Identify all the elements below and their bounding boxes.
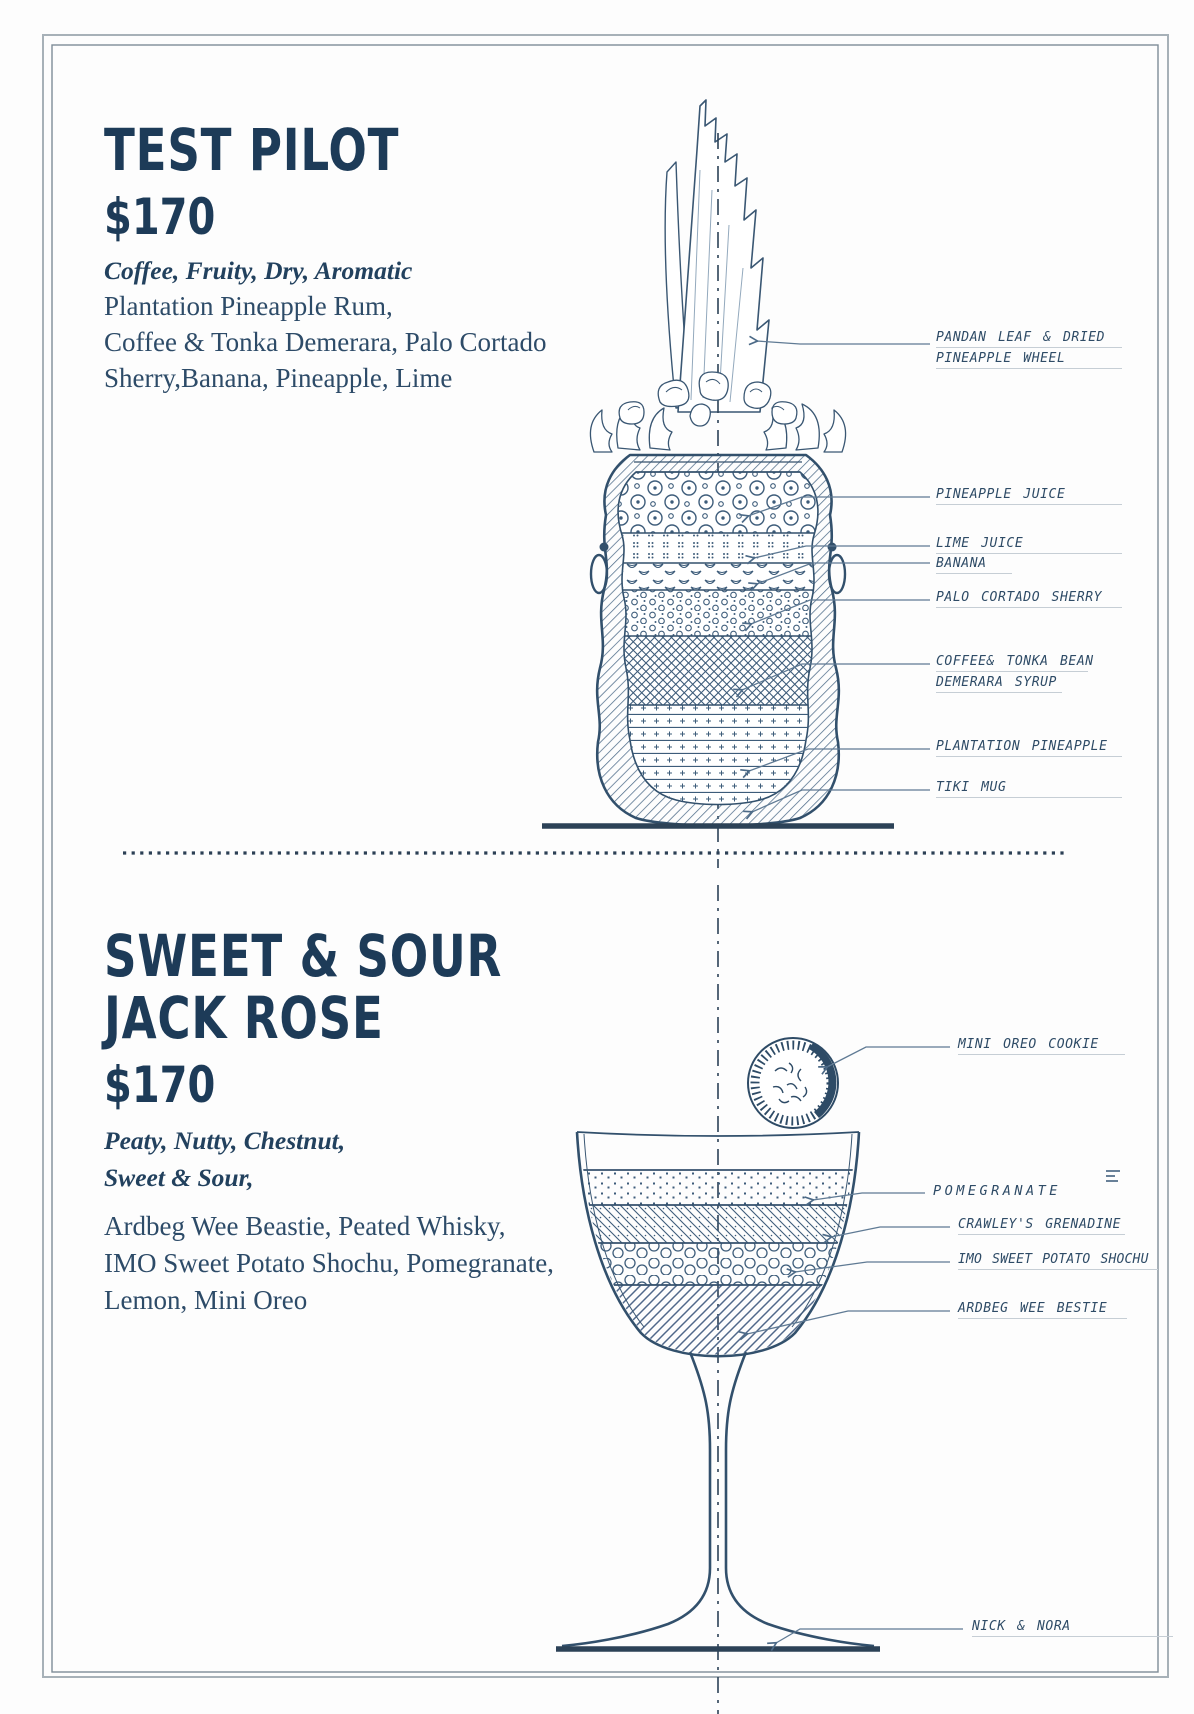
callout-pomegranate: POMEGRANATE [933, 1183, 1061, 1199]
callout-pineapple-wheel: PINEAPPLE WHEEL [936, 351, 1122, 369]
flavor-line: Peaty, Nutty, Chestnut, [104, 1126, 346, 1155]
callout-imo-sweet-potato-shochu: IMO SWEET POTATO SHOCHU [958, 1252, 1158, 1270]
callout-nick-and-nora: NICK & NORA [972, 1619, 1173, 1637]
callout-plantation-pineapple: PLANTATION PINEAPPLE [936, 739, 1122, 757]
oreo-cookie [748, 1038, 838, 1128]
ingredient-line: IMO Sweet Potato Shochu, Pomegranate, [104, 1248, 554, 1278]
reference-mark [1106, 1171, 1120, 1181]
flavor-notes-test-pilot: Coffee, Fruity, Dry, Aromatic [104, 256, 413, 285]
ingredients-jack-rose [104, 1208, 554, 1319]
ingredient-line: Lemon, Mini Oreo [104, 1285, 308, 1315]
callout-pandan-leaf: PANDAN LEAF & DRIED [936, 330, 1122, 348]
callout-crawleys-grenadine: CRAWLEY'S GRENADINE [958, 1217, 1125, 1235]
callout-mini-oreo-cookie: MINI OREO COOKIE [958, 1037, 1125, 1055]
callout-palo-cortado-sherry: PALO CORTADO SHERRY [936, 590, 1122, 608]
callout-demerara-syrup: DEMERARA SYRUP [936, 675, 1062, 693]
title-line: JACK ROSE [104, 984, 384, 1052]
tiki-mug-illustration [542, 100, 894, 868]
nick-nora-glass-illustration [556, 885, 1120, 1714]
callout-ardbeg-wee-bestie: ARDBEG WEE BESTIE [958, 1301, 1127, 1319]
title-line: SWEET & SOUR [104, 922, 503, 990]
ingredient-line: Ardbeg Wee Beastie, Peated Whisky, [104, 1211, 506, 1241]
drink-title-jack-rose [104, 922, 503, 1052]
glass-drink-layers [570, 1170, 865, 1370]
ingredient-line: Plantation Pineapple Rum, [104, 291, 393, 321]
ingredient-line: Sherry,Banana, Pineapple, Lime [104, 363, 453, 393]
ingredients-test-pilot [104, 288, 546, 396]
flavor-line: Sweet & Sour, [104, 1163, 254, 1192]
callout-coffee-tonka-bean: COFFEE& TONKA BEAN [936, 654, 1088, 672]
drink-price-jack-rose: $170 [104, 1056, 216, 1114]
callout-lime-juice: LIME JUICE [936, 536, 1122, 554]
pandan-leaf [678, 100, 769, 412]
drink-title-test-pilot: TEST PILOT [104, 116, 400, 184]
ingredient-line: Coffee & Tonka Demerara, Palo Cortado [104, 327, 547, 357]
callout-banana: BANANA [936, 556, 1012, 574]
flavor-notes-jack-rose [104, 1122, 345, 1196]
callout-tiki-mug: TIKI MUG [936, 780, 1122, 798]
callout-pineapple-juice: PINEAPPLE JUICE [936, 487, 1122, 505]
drink-price-test-pilot: $170 [104, 188, 216, 246]
glass-rim [577, 1132, 859, 1136]
